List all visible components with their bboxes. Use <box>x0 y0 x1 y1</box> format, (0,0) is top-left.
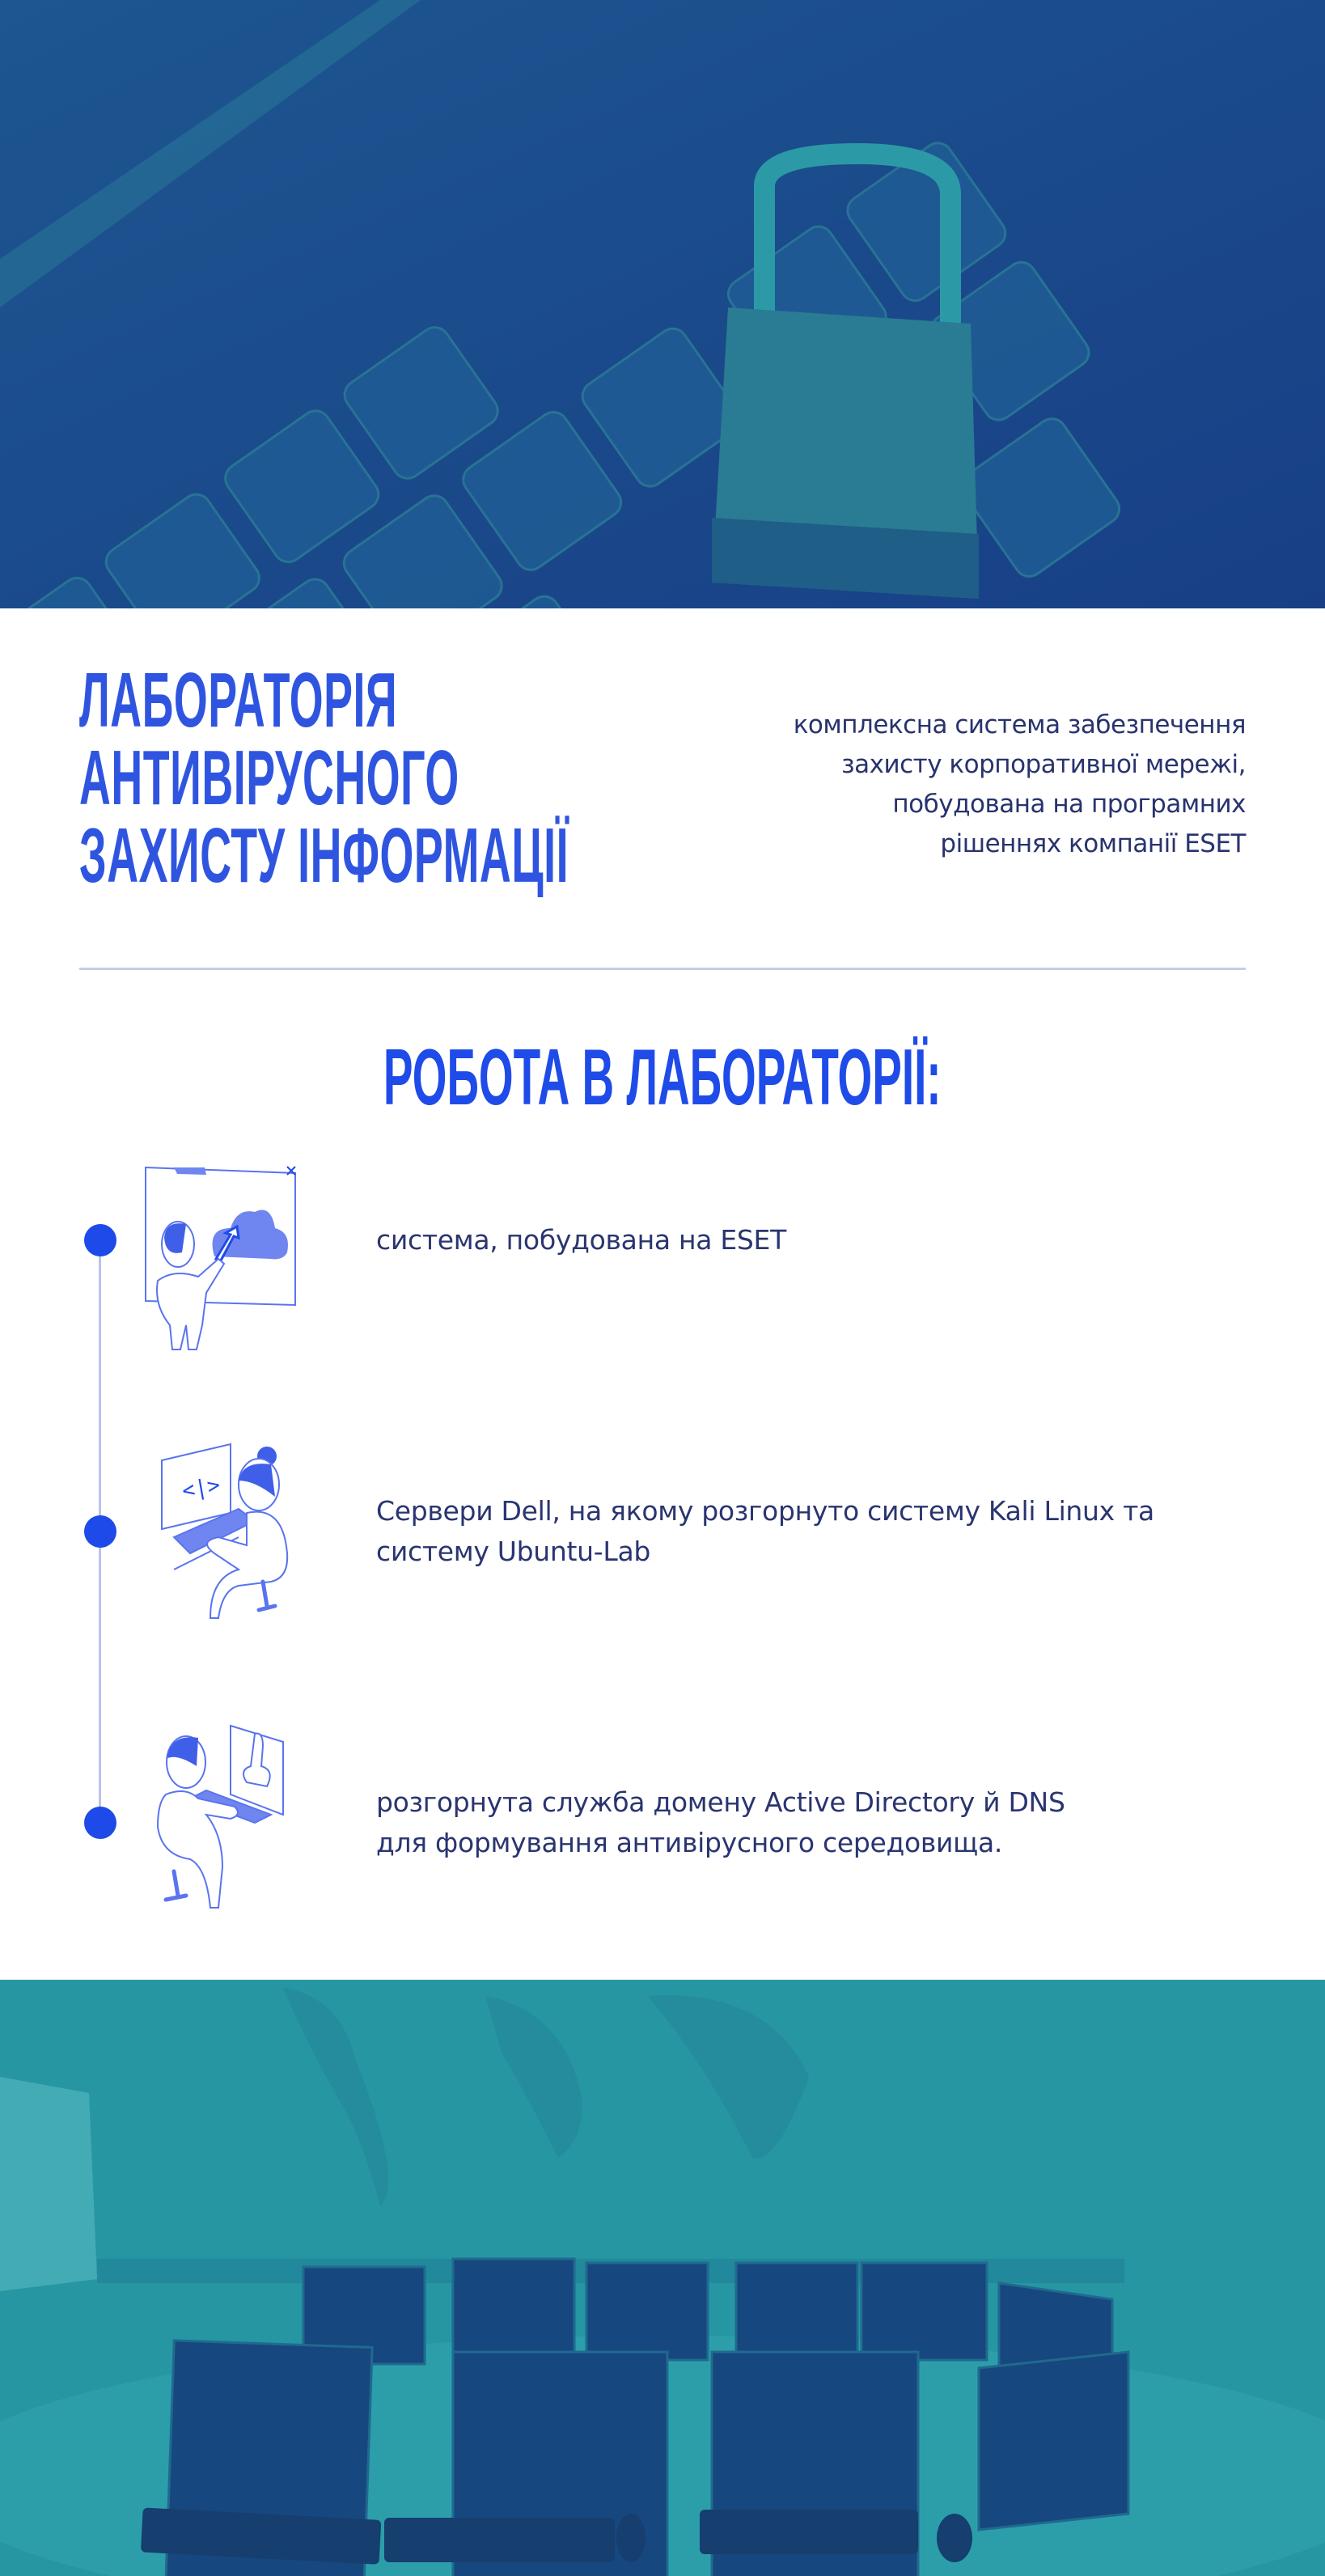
timeline-dot <box>84 1515 116 1548</box>
person-coding-illustration-icon <box>142 1440 328 1634</box>
subtitle-line: комплексна система забезпечення <box>793 710 1246 739</box>
title-line: ЗАХИСТУ ІНФОРМАЦІЇ <box>79 812 569 899</box>
section-heading: РОБОТА В ЛАБОРАТОРІЇ: <box>383 1032 942 1121</box>
list-item <box>376 1782 1065 1863</box>
computer-lab-image <box>0 1980 1325 2576</box>
title-line: АНТИВІРУСНОГО <box>79 735 459 821</box>
item-text-line: система, побудована на ESET <box>376 1224 786 1256</box>
person-cloud-window-illustration-icon <box>142 1163 328 1358</box>
hero-keyboard-padlock-image <box>0 0 1325 608</box>
page-subtitle <box>794 705 1246 864</box>
computer-lab-icon <box>0 1980 1325 2576</box>
item-text-line: систему Ubuntu-Lab <box>376 1536 651 1567</box>
item-text-line: Сервери Dell, на якому розгорнуто систему Kali Linux та <box>376 1495 1154 1527</box>
list-item <box>376 1491 1154 1572</box>
subtitle-line: захисту корпоративної мережі, <box>841 750 1246 779</box>
padlock-keyboard-icon <box>0 0 1325 608</box>
page-title <box>79 657 569 899</box>
item-text-line: розгорнута служба домену Active Directory й DNS <box>376 1786 1065 1818</box>
timeline-dot <box>84 1224 116 1256</box>
person-thumbs-up-illustration-icon <box>142 1722 328 1916</box>
subtitle-line: рішеннях компанії ESET <box>940 829 1246 858</box>
list-item <box>376 1220 786 1260</box>
item-text-line: для формування антивірусного середовища. <box>376 1827 1003 1858</box>
title-line: ЛАБОРАТОРІЯ <box>79 657 398 744</box>
timeline-dot <box>84 1807 116 1839</box>
divider <box>79 968 1246 970</box>
subtitle-line: побудована на програмних <box>892 790 1246 819</box>
svg-text:<|>: <|> <box>180 1472 222 1504</box>
